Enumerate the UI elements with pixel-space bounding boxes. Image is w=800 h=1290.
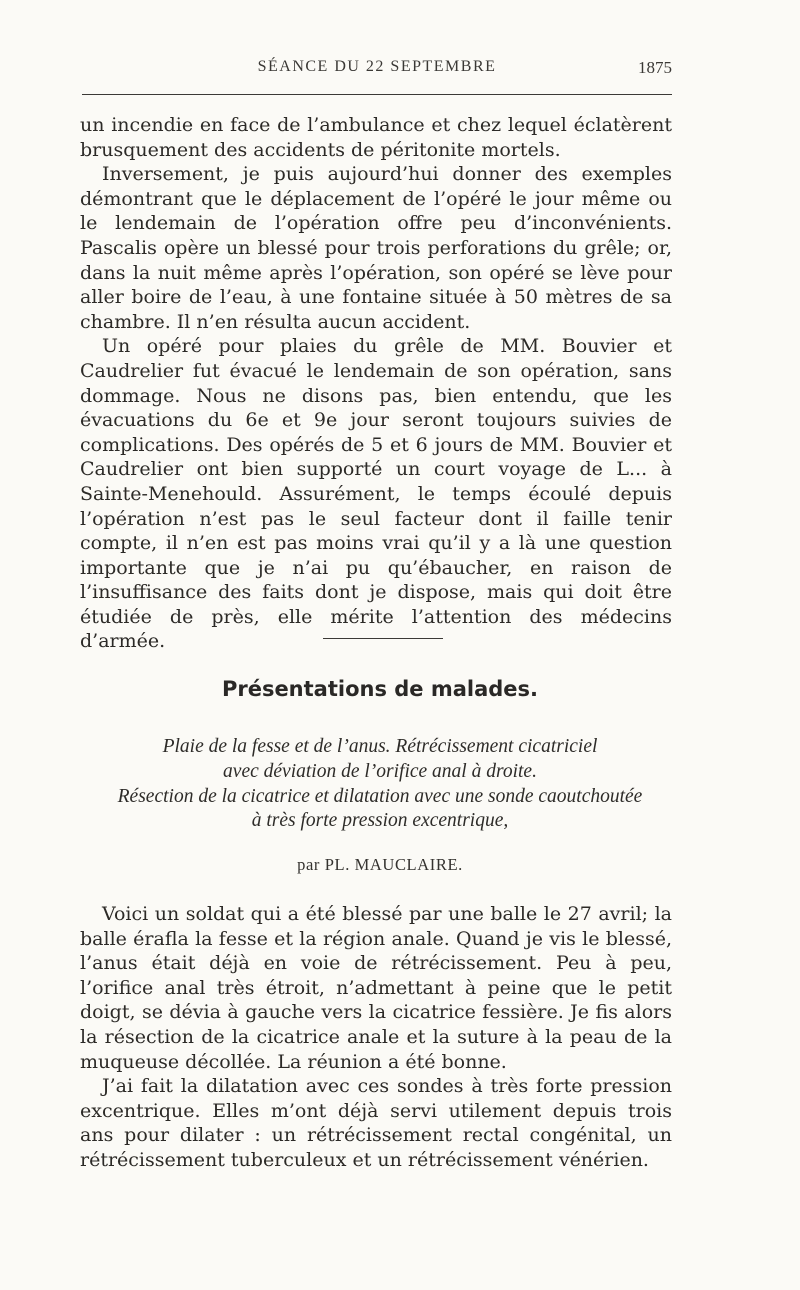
page-number: 1875 [638,58,672,77]
running-title: SÉANCE DU 22 SEPTEMBRE [257,58,497,75]
text-block-before [80,113,672,654]
subtitle-line: avec déviation de l’orifice anal à droite. [223,760,537,782]
page-header [82,58,672,82]
section-heading: Présentations de malades. [221,677,539,701]
author-line: par PL. MAUCLAIRE. [297,855,463,874]
section-separator [323,638,443,639]
paragraph: Inversement, je puis aujourd’hui donner des exemples démontrant que le déplacement de l’opéré le jour même ou le lendemain de l’opération offre peu d’inconvénients. Pascalis opère un blessé pour trois perforations du grêle; or, dans la nuit même après l’opération, son opéré se lève pour aller boire de l’eau, à une fontaine située à 50 mètres de sa chambre. Il n’en résulta aucun accident. [80,163,672,333]
paragraph: Un opéré pour plaies du grêle de MM. Bouvier et Caudrelier fut évacué le lendemain de son opération, sans dommage. Nous ne disons pas, bien entendu, que les évacuations du 6e et 9e jour seront toujours suivies de complications. Des opérés de 5 et 6 jours de MM. Bouvier et Caudrelier ont bien supporté un court voyage de L... à Sainte-Menehould. Assurément, le temps écoulé depuis l’opération n’est pas le seul facteur dont il faille tenir compte, il n’en est pas moins vrai qu’il y a là une question importante que je n’ai pu qu’ébaucher, en raison de l’insuffisance des faits dont je dispose, mais qui doit être étudiée de près, elle mérite l’attention des médecins d’armée. [80,335,672,653]
paragraph: un incendie en face de l’ambulance et chez lequel éclatèrent brusquement des accidents de péritonite mortels. [80,114,672,161]
subtitle-line: Plaie de la fesse et de l’anus. Rétrécissement cicatriciel [162,736,598,757]
paragraph: Voici un soldat qui a été blessé par une balle le 27 avril; la balle érafla la fesse et la région anale. Quand je vis le blessé, l’anus était déjà en voie de rétrécissement. Peu à peu, l’orifice anal très étroit, n’admettant à peine que le petit doigt, se dévia à gauche vers la cicatrice fessière. Je fis alors la résection de la cicatrice anale et la suture à la peau de la muqueuse décollée. La réunion a été bonne. [80,903,672,1073]
article-subtitle [80,735,680,834]
text-block-after [80,902,672,1173]
header-rule [82,94,672,95]
subtitle-line: à très forte pression excentrique, [251,810,509,832]
subtitle-line: Résection de la cicatrice et dilatation avec une sonde caoutchoutée [117,785,643,807]
paragraph: J’ai fait la dilatation avec ces sondes à très forte pression excentrique. Elles m’ont déjà servi utilement depuis trois ans pour dilater : un rétrécissement rectal congénital, un rétrécissement tuberculeux et un rétrécissement vénérien. [80,1075,672,1171]
